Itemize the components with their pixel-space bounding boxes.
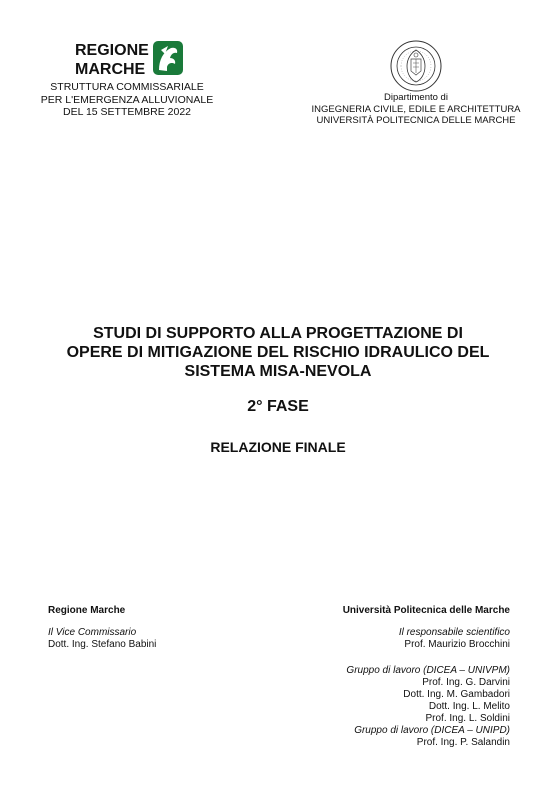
- sig-org: Università Politecnica delle Marche: [342, 605, 510, 616]
- title-line: SISTEMA MISA-NEVOLA: [184, 363, 372, 380]
- title-line: OPERE DI MITIGAZIONE DEL RISCHIO IDRAULICO DEL: [66, 344, 490, 361]
- signature-block-left: [48, 605, 268, 651]
- document-subtitle: RELAZIONE FINALE: [210, 439, 346, 455]
- logo-text-line1: REGIONE: [75, 42, 149, 59]
- sig-org: Regione Marche: [48, 605, 126, 616]
- group-label: Gruppo di lavoro (DICEA – UNIVPM): [346, 665, 510, 676]
- regione-marche-emblem-icon: [153, 41, 183, 75]
- commission-line: STRUTTURA COMMISSARIALE: [50, 81, 204, 93]
- department-line: INGEGNERIA CIVILE, EDILE E ARCHITETTURA: [311, 103, 521, 115]
- university-seal-icon: [389, 39, 443, 93]
- group-member: Prof. Ing. L. Soldini: [425, 713, 510, 724]
- commission-line: DEL 15 SETTEMBRE 2022: [63, 106, 191, 118]
- document-title: [20, 324, 536, 381]
- group-member: Prof. Ing. P. Salandin: [416, 737, 510, 748]
- group-label: Gruppo di lavoro (DICEA – UNIPD): [354, 725, 510, 736]
- regione-marche-logo: [75, 38, 187, 80]
- department-line: UNIVERSITÀ POLITECNICA DELLE MARCHE: [316, 115, 516, 126]
- document-phase: 2° FASE: [247, 398, 309, 415]
- sig-role: Il Vice Commissario: [48, 627, 137, 638]
- department-line: Dipartimento di: [384, 92, 448, 103]
- commission-line: PER L'EMERGENZA ALLUVIONALE: [40, 93, 214, 106]
- sig-name: Dott. Ing. Stefano Babini: [48, 639, 157, 650]
- group-member: Prof. Ing. G. Darvini: [422, 677, 510, 688]
- group-member: Dott. Ing. L. Melito: [428, 701, 510, 712]
- department-header: [300, 92, 532, 127]
- logo-text-line2: MARCHE: [75, 61, 146, 78]
- group-member: Dott. Ing. M. Gambadori: [403, 689, 510, 700]
- sig-role: Il responsabile scientifico: [398, 627, 510, 638]
- signature-block-right: [268, 605, 510, 749]
- title-line: STUDI DI SUPPORTO ALLA PROGETTAZIONE DI: [93, 325, 463, 342]
- commission-header: [20, 81, 234, 119]
- sig-name: Prof. Maurizio Brocchini: [404, 639, 510, 650]
